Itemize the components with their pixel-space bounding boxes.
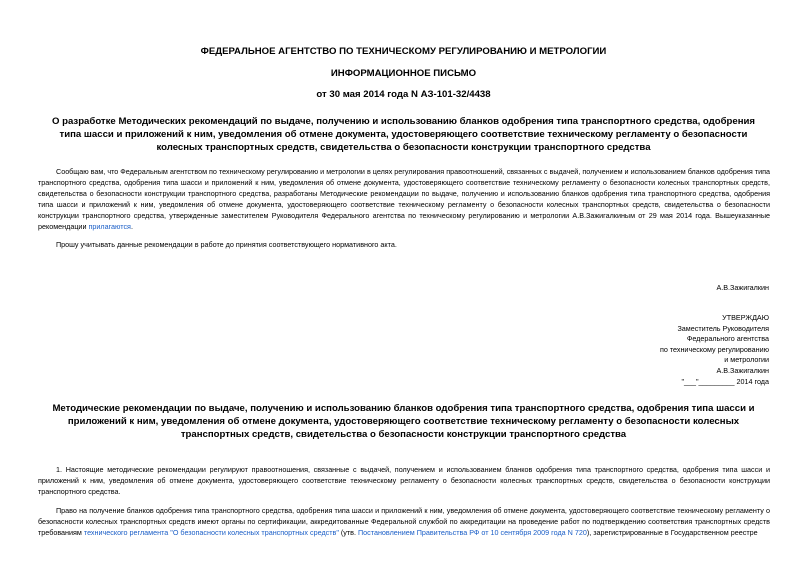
section-paragraph-1: 1. Настоящие методические рекомендации регулируют правоотношения, связанные с выдачей, получением и использованием бланков одобрения типа транспортного средства, одобрения типа шасси и приложений к ним, уведомления об отмене документа, удостоверяющего соответствие техническому регламенту о безопасности колесных транспортных средств, свидетельства о безопасности конструкции транспортного средства. — [38, 465, 770, 496]
government-decree-link[interactable]: Постановлением Правительства РФ от 10 сентября 2009 года N 720 — [358, 528, 587, 537]
body-paragraph-1 — [38, 166, 770, 232]
document-type: ИНФОРМАЦИОННОЕ ПИСЬМО — [330, 68, 477, 79]
section-paragraph-2-text: (утв. — [338, 528, 358, 537]
approval-block — [660, 313, 769, 387]
body-paragraph-2: Прошу учитывать данные рекомендации в работе до принятия соответствующего нормативного акта. — [56, 240, 397, 249]
signature: А.В.Зажигалкин — [716, 283, 769, 292]
body-paragraph-1-end: . — [130, 222, 133, 231]
approval-line: по техническому регулированию — [659, 344, 769, 354]
letter-subject: О разработке Методических рекомендаций по выдаче, получению и использованию бланков одобрения типа транспортного средства, одобрения типа шасси и приложений к ним, уведомления об отмене документа, удостоверяющего соответствие техническому регламенту о безопасности колесных транспортных средств, свидетельства о безопасности конструкции транспортного средства — [51, 116, 756, 153]
section-paragraph-2-text: ), зарегистрированные в Государственном реестре — [586, 528, 758, 537]
approval-line: УТВЕРЖДАЮ — [722, 313, 769, 322]
approval-line: Федерального агентства — [686, 334, 769, 344]
attachment-link[interactable]: прилагаются — [88, 222, 131, 231]
tech-regulation-link[interactable]: технического регламента "О безопасности колесных транспортных средств" — [83, 528, 339, 537]
body-paragraph-1-text: Сообщаю вам, что Федеральным агентством по техническому регулированию и метрологии в целях регулирования правоотношений, связанных с выдачей, получением и использованием бланков одобрения типа транспортного средства, одобрения типа шасси и приложений к ним, уведомления об отмене документа, удостоверяющего соответствие техническому регламенту о безопасности колесных транспортных средств, свидетельства о безопасности конструкции транспортного средства, разработаны Методические рекомендации по выдаче, получению и использованию бланков одобрения типа транспортного средства, одобрения типа шасси и приложений к ним, уведомления об отмене документа, удостоверяющего соответствие техническому регламенту о безопасности колесных транспортных средств, свидетельства о безопасности конструкции транспортного средства, утвержденные заместителем Руководителя Федерального агентства по техническому регулированию и метрологии А.В.Зажигалкиным от 29 мая 2014 года. Вышеуказанные рекомендации — [38, 167, 770, 231]
section-paragraph-2 — [38, 505, 770, 538]
document-date-number: от 30 мая 2014 года N АЗ-101-32/4438 — [316, 89, 491, 100]
agency-title: ФЕДЕРАЛЬНОЕ АГЕНТСТВО ПО ТЕХНИЧЕСКОМУ РЕГУЛИРОВАНИЮ И МЕТРОЛОГИИ — [200, 46, 607, 57]
section-paragraph-2-text: Право на получение бланков одобрения типа транспортного средства, одобрения типа шасси и приложений к ним, уведомления об отмене документа, удостоверяющего соответствие техническому регламенту о безопасности колесных транспортных средств имеют органы по сертификации, аккредитованные Федеральной службой по аккредитации на проведение работ по подтверждению соответствия транспортных средств требованиям — [38, 506, 770, 537]
approval-line: А.В.Зажигалкин — [716, 365, 769, 375]
approval-line: и метрологии — [724, 355, 769, 365]
approval-date-line: "___"_________ 2014 года — [681, 376, 769, 386]
recommendations-title: Методические рекомендации по выдаче, получению и использованию бланков одобрения типа транспортного средства, одобрения типа шасси и приложений к ним, уведомления об отмене документа, удостоверяющего соответствие техническому регламенту о безопасности колесных транспортных средств, свидетельства о безопасности конструкции транспортного средства — [52, 403, 755, 440]
approval-line: Заместитель Руководителя — [677, 323, 769, 333]
